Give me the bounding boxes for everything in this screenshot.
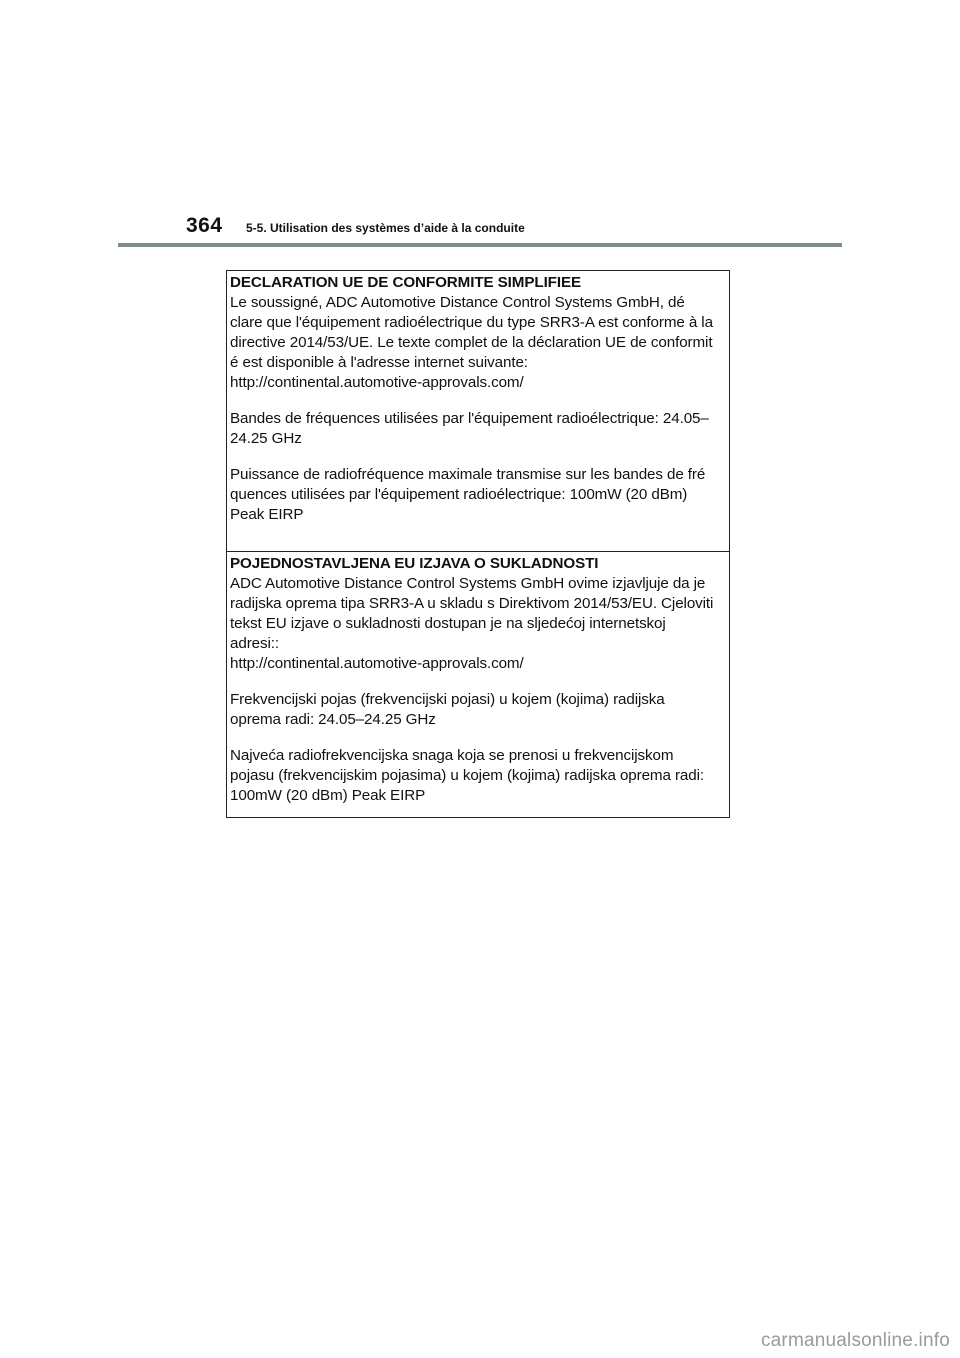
spacer [230, 449, 729, 465]
declaration-box [226, 270, 730, 818]
declaration-hr-title: POJEDNOSTAVLJENA EU IZJAVA O SUKLADNOSTI [230, 555, 599, 572]
spacer [230, 393, 729, 409]
declaration-hr [227, 554, 729, 806]
declaration-fr-statement: Le soussigné, ADC Automotive Distance Control Systems GmbH, dé clare que l'équipement radioélectrique du type SRR3-A est conforme à la directive 2014/53/UE. Le texte complet de la déclaration UE de conformit é est disponible à l'adresse internet suivante: http://continental.automotive-approvals.com/ [230, 294, 713, 391]
declaration-hr-power: Najveća radiofrekvencijska snaga koja se prenosi u frekvencijskom pojasu (frekvencijskim pojasima) u kojem (kojima) radijska oprema radi: 100mW (20 dBm) Peak EIRP [230, 747, 704, 804]
declaration-hr-frequency: Frekvencijski pojas (frekvencijski pojasi) u kojem (kojima) radijska oprema radi: 24.05–24.25 GHz [230, 691, 665, 728]
spacer [230, 730, 729, 746]
spacer [230, 674, 729, 690]
declaration-hr-statement: ADC Automotive Distance Control Systems GmbH ovime izjavljuje da je radijska oprema tipa SRR3-A u skladu s Direktivom 2014/53/EU. Cjeloviti tekst EU izjave o sukladnosti dostupan je na sljedećoj internetskoj adresi:: http://continental.automotive-approvals.com/ [230, 575, 714, 672]
running-head: 5-5. Utilisation des systèmes d’aide à la conduite [246, 221, 525, 235]
section-divider [227, 551, 729, 552]
declaration-fr [227, 273, 729, 525]
footer-watermark: carmanualsonline.info [760, 1330, 950, 1351]
declaration-fr-power: Puissance de radiofréquence maximale transmise sur les bandes de fré quences utilisées par l'équipement radioélectrique: 100mW (20 dBm) Peak EIRP [230, 466, 706, 523]
header-rule [118, 243, 842, 247]
page-number: 364 [186, 214, 223, 237]
declaration-fr-title: DECLARATION UE DE CONFORMITE SIMPLIFIEE [230, 274, 582, 291]
declaration-fr-frequency: Bandes de fréquences utilisées par l'équipement radioélectrique: 24.05– 24.25 GHz [230, 410, 709, 447]
